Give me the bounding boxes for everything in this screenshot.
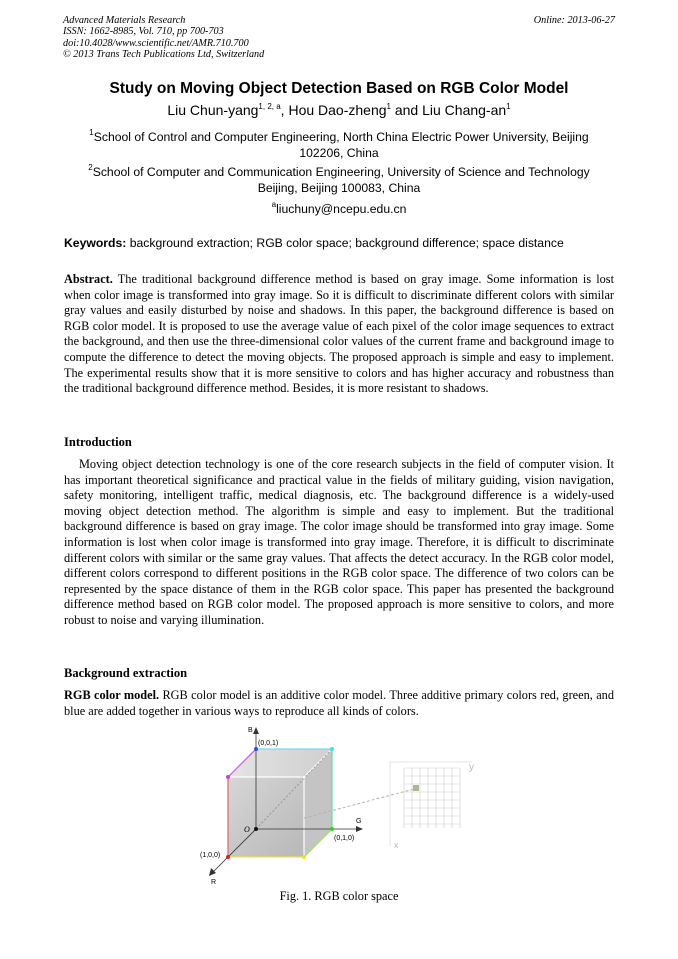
page-header bbox=[63, 15, 615, 60]
email-text: liuchuny@ncepu.edu.cn bbox=[276, 202, 407, 216]
grid-x-label: x bbox=[394, 840, 399, 850]
author-list bbox=[0, 102, 678, 118]
origin-label: O bbox=[244, 825, 250, 834]
author-1-sup: 1, 2, a bbox=[258, 102, 281, 111]
introduction-heading: Introduction bbox=[64, 435, 132, 449]
rgb-model-paragraph bbox=[64, 688, 614, 719]
rgb-cube-figure bbox=[190, 722, 490, 887]
email-sup: a bbox=[271, 200, 277, 209]
label-010: (0,1,0) bbox=[334, 835, 355, 842]
pixel-grid bbox=[404, 768, 460, 828]
author-sep: , bbox=[280, 102, 289, 118]
corner-blue bbox=[254, 747, 258, 751]
keywords bbox=[64, 236, 564, 250]
author-1: Liu Chun-yang bbox=[167, 102, 259, 118]
background-heading: Background extraction bbox=[64, 666, 188, 680]
corner-origin bbox=[254, 827, 258, 831]
issn-line: ISSN: 1662-8985, Vol. 710, pp 700-703 bbox=[63, 26, 224, 38]
figure-caption: Fig. 1. RGB color space bbox=[279, 889, 399, 903]
corner-yellow bbox=[302, 855, 306, 859]
journal-name: Advanced Materials Research bbox=[63, 15, 186, 26]
affiliation-2 bbox=[70, 165, 608, 196]
rgb-model-label: RGB color model. bbox=[64, 688, 160, 702]
author-sep: and bbox=[390, 102, 423, 118]
paper-title: Study on Moving Object Detection Based on RGB Color Model bbox=[109, 80, 569, 97]
author-2-sup: 1 bbox=[386, 102, 391, 111]
g-axis-arrow bbox=[356, 826, 363, 832]
axis-label-b: B bbox=[248, 727, 253, 734]
abstract-text: The traditional background difference method is based on gray image. Some information is lost when color image is transformed into gray image. So it is difficult to discriminate different colors with similar gray values and easily disturbed by noise and shadows. In this paper, the background difference is based on RGB color model. It is proposed to use the average value of each pixel of the color image sequences to extract the background, and then use the three-dimensional color values of the current frame and background image to compute the difference to detect the moving objects. The proposed approach is simple and easy to implement. The experimental results show that it is more sensitive to colors and has higher accuracy and robustness than the traditional background difference method. Besides, it is more resistant to shadows. bbox=[64, 272, 614, 396]
highlighted-pixel bbox=[413, 785, 419, 791]
rgb-model-text: RGB color model is an additive color model. Three additive primary colors red, green, and blue are added together in various ways to reproduce all kinds of colors. bbox=[64, 688, 614, 718]
label-001: (0,0,1) bbox=[258, 740, 279, 747]
affiliation-1-text: School of Control and Computer Engineering, North China Electric Power University, Beijing 102206, China bbox=[93, 130, 589, 160]
affiliation-1 bbox=[70, 130, 608, 161]
label-100: (1,0,0) bbox=[200, 852, 221, 859]
cube-front-face bbox=[228, 777, 304, 857]
author-3: Liu Chang-an bbox=[422, 102, 507, 118]
affiliation-1-sup: 1 bbox=[89, 128, 94, 137]
corner-cyan bbox=[330, 747, 334, 751]
corner-green bbox=[330, 827, 334, 831]
keywords-label: Keywords: bbox=[64, 236, 127, 250]
author-email bbox=[70, 202, 608, 218]
axis-label-g: G bbox=[356, 818, 362, 825]
doi-line: doi:10.4028/www.scientific.net/AMR.710.700 bbox=[63, 37, 249, 49]
abstract-label: Abstract. bbox=[64, 272, 113, 286]
author-2: Hou Dao-zheng bbox=[288, 102, 387, 118]
corner-white bbox=[302, 775, 306, 779]
affiliation-2-sup: 2 bbox=[88, 163, 93, 172]
axis-label-r: R bbox=[211, 879, 217, 886]
corner-magenta bbox=[226, 775, 230, 779]
affiliation-2-text: School of Computer and Communication Engineering, University of Science and Technology Beijing, Beijing 100083, China bbox=[92, 165, 590, 195]
r-axis-arrow bbox=[209, 868, 216, 876]
abstract bbox=[64, 272, 614, 397]
grid-y-label: y bbox=[469, 762, 474, 773]
b-axis-arrow bbox=[253, 727, 259, 734]
introduction-text: Moving object detection technology is one of the core research subjects in the field of computer vision. It has important theoretical significance and practical value in the fields of military guiding, vision navigation, safety monitoring, intelligent traffic, medical diagnosis, etc. The background difference is a widely-used moving object detection method. The algorithm is simple and easy to implement. But the traditional background difference is based on gray image. The color image should be transformed into gray image. Some information is lost when color image is transformed into gray image. Therefore, it is difficult to discriminate different colors with similar or the same gray values. That affects the detect accuracy. In the RGB color model, different colors correspond to different positions in the RGB color space. The difference of two colors can be represented by the space distance of them in the RGB color space. This paper has presented the background difference method based on RGB color model. The proposed approach is more sensitive to colors, and more robust to noise and varying illumination. bbox=[64, 457, 614, 627]
corner-red bbox=[226, 855, 230, 859]
author-3-sup: 1 bbox=[506, 102, 511, 111]
online-date: Online: 2013-06-27 bbox=[533, 15, 615, 26]
keywords-text: background extraction; RGB color space; background difference; space distance bbox=[126, 236, 564, 250]
copyright-line: © 2013 Trans Tech Publications Ltd, Switzerland bbox=[63, 48, 265, 60]
